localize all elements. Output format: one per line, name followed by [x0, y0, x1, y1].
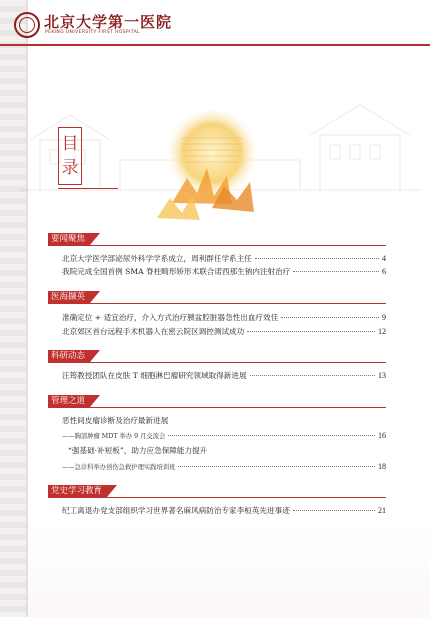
toc-entry[interactable]	[62, 431, 386, 442]
toc-entry[interactable]	[62, 313, 386, 323]
toc-title	[58, 127, 82, 185]
section-label: 医海撷英	[48, 291, 90, 303]
toc-entry-page: 9	[382, 313, 386, 322]
toc-entry-title: 纪工离退办党支部组织学习世界著名麻风病防治专家李桓英先进事迹	[62, 506, 290, 515]
hospital-logo-text: 北京大学第一医院	[44, 13, 173, 31]
toc-leader-dots	[247, 331, 375, 332]
toc-leader-dots	[281, 317, 379, 318]
toc-entry-page: 12	[378, 327, 386, 336]
toc-entry-title[interactable]: “强基础·补短板”，助力应急保障能力提升	[68, 446, 208, 455]
toc-entry-page: 6	[382, 267, 386, 276]
toc-entry-title: 准确定位 + 适宜治疗，介入方式治疗胰盆腔脏器急性出血疗效佳	[62, 313, 279, 322]
toc-entry-page: 13	[378, 371, 386, 380]
toc-leader-dots	[250, 375, 375, 376]
toc-leader-dots	[168, 435, 375, 436]
toc-entry-title: 北京大学医学部泌尿外科学学系成立，周利群任学系主任	[62, 254, 252, 263]
section-label: 管理之道	[48, 395, 90, 407]
toc-leader-dots	[255, 258, 379, 259]
section-header-party-history	[48, 485, 386, 498]
toc-entry-title: 我院完成全国首例 SMA 脊柱畸形矫形术联合诺西那生钠内注射治疗	[62, 267, 291, 276]
toc-title-char-2: 录	[61, 158, 79, 178]
section-header-medical	[48, 291, 386, 304]
toc-entry[interactable]	[62, 371, 386, 381]
hospital-logo-subtitle: PEKING UNIVERSITY FIRST HOSPITAL	[45, 30, 140, 35]
toc-entry-title: 汪筠教授团队在皮肤 T 细胞淋巴瘤研究领域取得新进展	[62, 371, 247, 380]
toc-entry-title: 北京郊区首台远程手术机器人在密云院区调控测试成功	[62, 327, 245, 336]
section-label: 科研动态	[48, 350, 90, 362]
section-label: 要闻聚焦	[48, 233, 90, 245]
toc-leader-dots	[293, 271, 379, 272]
toc-entry-page: 18	[378, 462, 386, 471]
section-header-research	[48, 350, 386, 363]
toc-entry-subtitle: ——胸部肿瘤 MDT 举办 9 月交流会	[62, 433, 166, 440]
toc-entry-page: 16	[378, 431, 386, 440]
toc-entry-title[interactable]: 恶性间皮瘤诊断及治疗最新进展	[62, 416, 169, 425]
toc-entry[interactable]	[62, 267, 386, 277]
toc-entry[interactable]	[62, 506, 386, 516]
toc-entry-page: 21	[378, 506, 386, 515]
toc-leader-dots	[293, 510, 375, 511]
hospital-logo-icon	[14, 12, 40, 38]
header-rule	[0, 44, 430, 46]
toc-entry-subtitle: ——急诊科举办创伤急救护理实践培训班	[62, 464, 176, 471]
section-header-news	[48, 233, 386, 246]
toc-entry[interactable]	[62, 462, 386, 473]
maple-leaf-art	[152, 108, 272, 226]
bottom-background	[28, 520, 430, 617]
toc-entry[interactable]	[62, 254, 386, 264]
toc-title-rule	[58, 188, 118, 189]
toc-entry[interactable]	[62, 327, 386, 337]
toc-leader-dots	[178, 466, 375, 467]
toc-title-char-1: 目	[61, 134, 79, 154]
section-header-management	[48, 395, 386, 408]
toc-entry-page: 4	[382, 254, 386, 263]
section-label: 党史学习教育	[48, 485, 107, 497]
